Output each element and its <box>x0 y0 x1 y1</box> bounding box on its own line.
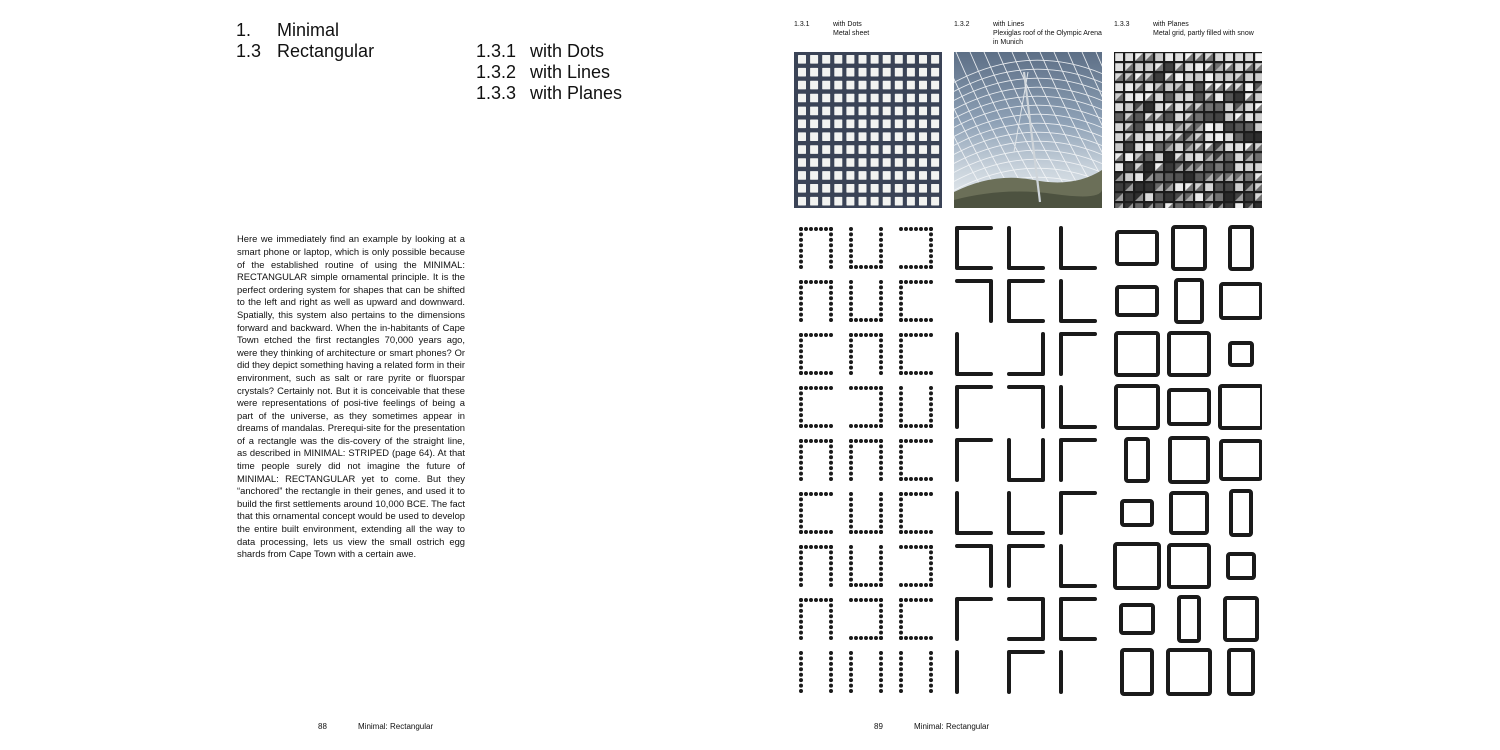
heading-number: 1.3 <box>236 41 262 61</box>
caption-description: Metal sheet <box>833 30 870 37</box>
caption-number: 1.3.2 <box>954 21 970 28</box>
plexiglas-roof-photo <box>954 52 1102 208</box>
caption-description: Plexiglas roof of the Olympic Arena in Munich <box>993 30 1102 46</box>
caption-description: Metal grid, partly filled with snow <box>1153 30 1254 37</box>
snow-grid-photo <box>1114 52 1262 208</box>
caption-title: with Dots <box>833 21 862 28</box>
page-number: 88 <box>318 722 327 731</box>
caption-title: with Lines <box>993 21 1025 28</box>
ornament-pattern-image <box>794 222 1262 700</box>
rectangular-ornament-pattern <box>794 222 1262 700</box>
running-title: Minimal: Rectangular <box>914 722 990 731</box>
subsection-number: 1.3.1 <box>476 41 517 61</box>
page-number: 89 <box>874 722 883 731</box>
metal-sheet-image <box>794 52 942 208</box>
right-page <box>750 0 1500 750</box>
heading-title: Minimal <box>277 20 340 40</box>
heading-title: Rectangular <box>277 41 375 61</box>
caption-number: 1.3.3 <box>1114 21 1130 28</box>
heading-number: 1. <box>236 20 252 40</box>
body-paragraph: Here we immediately find an example by looking at a smart phone or laptop, which is only possible because of the established routine of using the MINIMAL: RECTANGULAR simple ornamental principle. It is the perfect ordering system for shapes that can be shifted to the left and right as well as upward and downward. Spatially, this system also pertains to the dimensions forward and backward. When the in-habitants of Cape Town etched the first rectangles 70,000 years ago, were they thinking of architecture or smart phones? Or did they depict something having a related form in their environment, such as salt or rare pyrite or fluorspar crystals? Certainly not. But it is conceivable that these were representations of posi-tive feelings of being a part of the universe, as they sometimes appear in dreams of mandalas. Prerequi-site for the presentation of a rectangle was the dis-covery of the straight line, as described in MINIMAL: STRIPED (page 64). At that time people surely did not imagine the future of MINIMAL: RECTANGULAR yet to come. But they “anchored” the rectangle in their genes, and used it to build the first settlements around 10,000 BCE. The fact that this ornamental concept would be used to develop the entire built environment, extending all the way to data processing, lets us view the small ostrich egg shards from Cape Town with a certain awe. <box>237 233 465 560</box>
plexiglas-roof-image <box>954 52 1102 208</box>
caption-number: 1.3.1 <box>794 21 810 28</box>
running-title: Minimal: Rectangular <box>358 722 434 731</box>
caption-title: with Planes <box>1153 21 1189 28</box>
metal-sheet-photo <box>794 52 942 208</box>
subsection-number: 1.3.3 <box>476 83 517 103</box>
subsection-number: 1.3.2 <box>476 62 517 82</box>
subsection-title: with Dots <box>530 41 605 61</box>
snow-grid-image <box>1114 52 1262 208</box>
subsection-title: with Lines <box>530 62 611 82</box>
subsection-title: with Planes <box>530 83 623 103</box>
